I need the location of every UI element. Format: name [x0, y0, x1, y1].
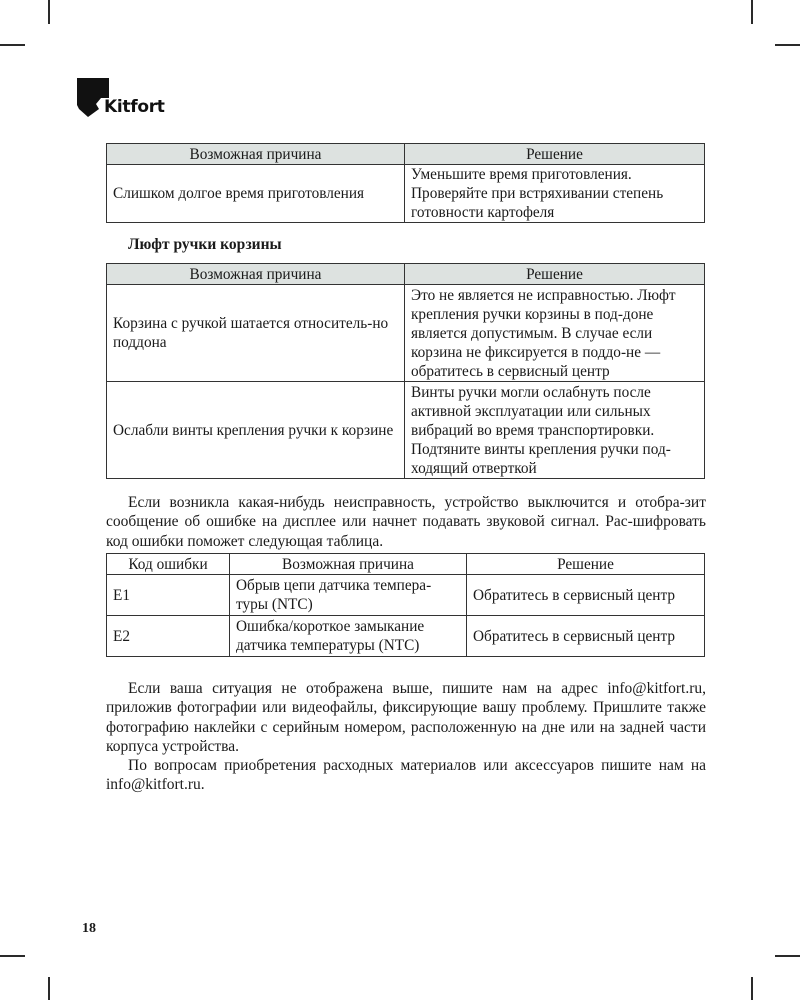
column-header-cause: Возможная причина	[107, 144, 405, 165]
solution-cell: Это не является не исправностью. Люфт крепления ручки корзины в под-доне является допустимым. В случае если корзина не фиксируется в поддо-не — обратитесь в сервисный центр	[405, 285, 705, 382]
table-row	[107, 616, 705, 657]
crop-mark-top-right-h	[775, 44, 800, 46]
brand-name: Kitfort	[104, 97, 165, 117]
table-header-row	[107, 554, 705, 575]
table-header-row	[107, 264, 705, 285]
table-row	[107, 285, 705, 382]
crop-mark-bottom-left-v	[48, 977, 50, 1000]
cause-cell: Обрыв цепи датчика темпера-туры (NTC)	[230, 575, 467, 616]
solution-cell: Обратитесь в сервисный центр	[467, 575, 705, 616]
table-row	[107, 575, 705, 616]
accessories-paragraph: По вопросам приобретения расходных материалов или аксессуаров пишите нам на info@kitfort.ru.	[106, 757, 706, 794]
error-codes-table	[106, 553, 705, 657]
brand-logo	[77, 78, 177, 118]
crop-mark-bottom-left-h	[0, 955, 25, 957]
solution-cell: Винты ручки могли ослабнуть после активной эксплуатации или сильных вибраций во время транспортировки. Подтяните винты крепления ручки под-ходящий отверткой	[405, 382, 705, 479]
column-header-code: Код ошибки	[107, 554, 230, 575]
error-codes-intro	[106, 493, 706, 551]
troubleshooting-table-cooking-time	[106, 143, 705, 223]
solution-cell: Уменьшите время приготовления. Проверяйте при встряхивании степень готовности картофеля	[405, 165, 705, 223]
column-header-solution: Решение	[405, 144, 705, 165]
contact-paragraph: Если ваша ситуация не отображена выше, пишите нам на адрес info@kitfort.ru, приложив фотографии или видеофайлы, фиксирующие вашу проблему. Пришлите также фотографию наклейки с серийным номером, расположенную на дне или на задней части корпуса устройства.	[106, 680, 706, 755]
table-header-row	[107, 144, 705, 165]
intro-paragraph: Если возникла какая-нибудь неисправность, устройство выключится и отобра-зит сообщение об ошибке на дисплее или начнет подавать звуковой сигнал. Рас-шифровать код ошибки поможет следующая таблица.	[106, 494, 706, 550]
section-heading: Люфт ручки корзины	[128, 236, 282, 253]
crop-mark-top-right-v	[751, 0, 753, 24]
contact-section	[106, 679, 706, 795]
column-header-solution: Решение	[405, 264, 705, 285]
error-code-cell: E1	[107, 575, 230, 616]
column-header-solution: Решение	[467, 554, 705, 575]
crop-mark-top-left-v	[48, 0, 50, 24]
cause-cell: Слишком долгое время приготовления	[107, 165, 405, 223]
solution-cell: Обратитесь в сервисный центр	[467, 616, 705, 657]
cause-cell: Корзина с ручкой шатается относитель-но поддона	[107, 285, 405, 382]
crop-mark-bottom-right-h	[775, 955, 800, 957]
crop-mark-bottom-right-v	[751, 977, 753, 1000]
column-header-cause: Возможная причина	[230, 554, 467, 575]
cause-cell: Ошибка/короткое замыкание датчика температуры (NTC)	[230, 616, 467, 657]
error-code-cell: E2	[107, 616, 230, 657]
page-number: 18	[82, 921, 96, 936]
crop-mark-top-left-h	[0, 44, 25, 46]
column-header-cause: Возможная причина	[107, 264, 405, 285]
table-row	[107, 165, 705, 223]
table-row	[107, 382, 705, 479]
cause-cell: Ослабли винты крепления ручки к корзине	[107, 382, 405, 479]
troubleshooting-table-handle-play	[106, 263, 705, 479]
